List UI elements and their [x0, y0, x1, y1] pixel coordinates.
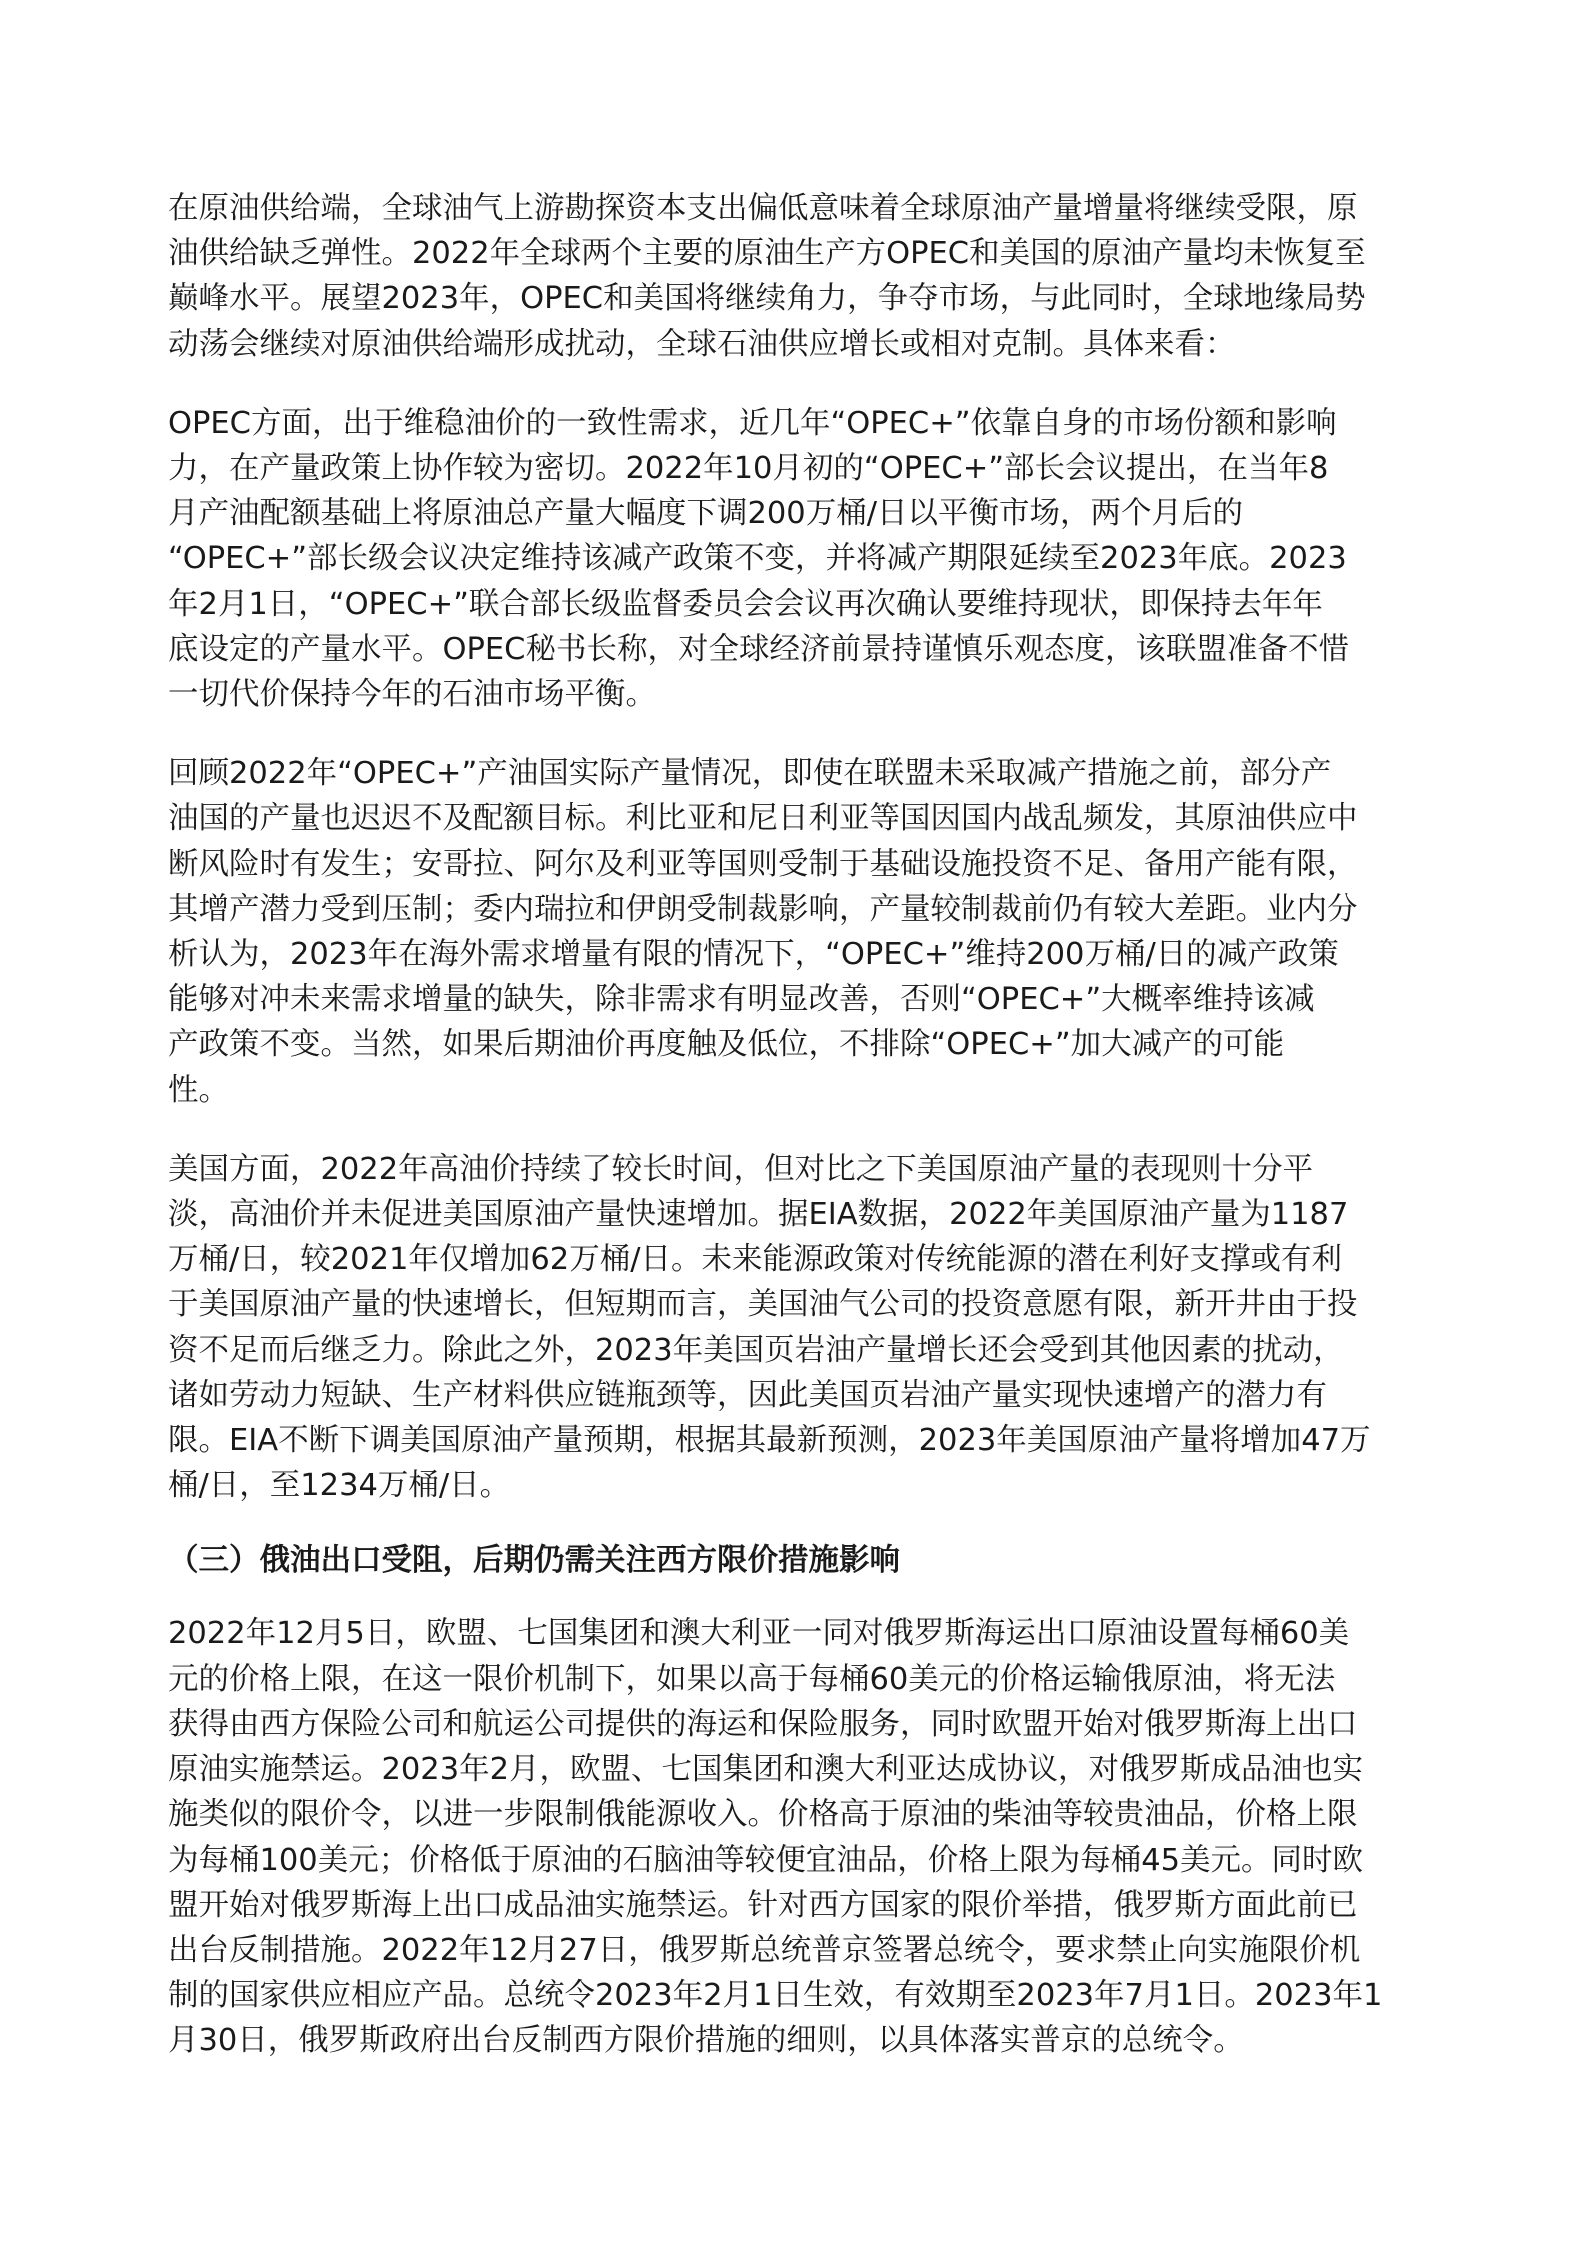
text-line: 月30日，俄罗斯政府出台反制西方限价措施的细则，以具体落实普京的总统令。	[168, 2023, 1244, 2059]
text-line: 巅峰水平。展望2023年，OPEC和美国将继续角力，争夺市场，与此同时，全球地缘局势	[168, 281, 1366, 317]
text-line: 性。	[168, 1072, 229, 1108]
text-line: 原油实施禁运。2023年2月，欧盟、七国集团和澳大利亚达成协议，对俄罗斯成品油也实	[168, 1752, 1364, 1788]
text-line: 施类似的限价令，以进一步限制俄能源收入。价格高于原油的柴油等较贵油品，价格上限	[168, 1797, 1358, 1833]
text-line: 获得由西方保险公司和航运公司提供的海运和保险服务，同时欧盟开始对俄罗斯海上出口	[168, 1706, 1358, 1742]
text-line: “OPEC+”部长级会议决定维持该减产政策不变，并将减产期限延续至2023年底。2023	[168, 541, 1347, 577]
text-line: 诸如劳动力短缺、生产材料供应链瓶颈等，因此美国页岩油产量实现快速增产的潜力有	[168, 1377, 1327, 1413]
text-line: 淡，高油价并未促进美国原油产量快速增加。据EIA数据，2022年美国原油产量为1187	[168, 1197, 1349, 1233]
paragraph-supply-side	[168, 186, 1428, 367]
text-line: 产政策不变。当然，如果后期油价再度触及低位，不排除“OPEC+”加大减产的可能	[168, 1027, 1285, 1063]
document-page	[168, 186, 1428, 2098]
text-line: 在原油供给端，全球油气上游勘探资本支出偏低意味着全球原油产量增量将继续受限，原	[168, 191, 1358, 226]
text-line: 为每桶100美元；价格低于原油的石脑油等较便宜油品，价格上限为每桶45美元。同时欧	[168, 1842, 1364, 1878]
text-line: 资不足而后继乏力。除此之外，2023年美国页岩油产量增长还会受到其他因素的扰动，	[168, 1332, 1344, 1368]
text-line: 能够对冲未来需求增量的缺失，除非需求有明显改善，否则“OPEC+”大概率维持该减	[168, 982, 1315, 1018]
text-line: 限。EIA不断下调美国原油产量预期，根据其最新预测，2023年美国原油产量将增加47万	[168, 1423, 1371, 1459]
text-line: 制的国家供应相应产品。总统令2023年2月1日生效，有效期至2023年7月1日。2023年1	[168, 1978, 1383, 2014]
text-line: 其增产潜力受到压制；委内瑞拉和伊朗受制裁影响，产量较制裁前仍有较大差距。业内分	[168, 891, 1358, 927]
text-line: 出台反制措施。2022年12月27日，俄罗斯总统普京签署总统令，要求禁止向实施限价机	[168, 1932, 1361, 1968]
text-line: 于美国原油产量的快速增长，但短期而言，美国油气公司的投资意愿有限，新开井由于投	[168, 1287, 1358, 1323]
text-line: 底设定的产量水平。OPEC秘书长称，对全球经济前景持谨慎乐观态度，该联盟准备不惜	[168, 631, 1349, 667]
text-line: 回顾2022年“OPEC+”产油国实际产量情况，即使在联盟未采取减产措施之前，部分产	[168, 756, 1332, 792]
text-line: 析认为，2023年在海外需求增量有限的情况下，“OPEC+”维持200万桶/日的减产政策	[168, 937, 1339, 973]
text-line: 一切代价保持今年的石油市场平衡。	[168, 677, 656, 713]
paragraph-russia	[168, 1611, 1428, 2063]
text-line: 元的价格上限，在这一限价机制下，如果以高于每桶60美元的价格运输俄原油，将无法	[168, 1661, 1336, 1697]
text-line: 盟开始对俄罗斯海上出口成品油实施禁运。针对西方国家的限价举措，俄罗斯方面此前已	[168, 1887, 1358, 1923]
paragraph-opec	[168, 401, 1428, 717]
text-line: 断风险时有发生；安哥拉、阿尔及利亚等国则受制于基础设施投资不足、备用产能有限，	[168, 846, 1358, 882]
paragraph-opec-review	[168, 751, 1428, 1113]
text-line: 油国的产量也迟迟不及配额目标。利比亚和尼日利亚等国因国内战乱频发，其原油供应中	[168, 801, 1358, 837]
text-line: 桶/日，至1234万桶/日。	[168, 1468, 511, 1504]
section-heading: （三）俄油出口受阻，后期仍需关注西方限价措施影响	[168, 1543, 900, 1579]
text-line: 力，在产量政策上协作较为密切。2022年10月初的“OPEC+”部长会议提出，在当年8	[168, 451, 1329, 487]
text-line: 动荡会继续对原油供给端形成扰动，全球石油供应增长或相对克制。具体来看：	[168, 326, 1236, 362]
text-line: OPEC方面，出于维稳油价的一致性需求，近几年“OPEC+”依靠自身的市场份额和影响	[168, 405, 1337, 441]
text-line: 月产油配额基础上将原油总产量大幅度下调200万桶/日以平衡市场，两个月后的	[168, 496, 1243, 532]
text-line: 年2月1日，“OPEC+”联合部长级监督委员会会议再次确认要维持现状，即保持去年年	[168, 586, 1323, 622]
text-line: 美国方面，2022年高油价持续了较长时间，但对比之下美国原油产量的表现则十分平	[168, 1151, 1314, 1187]
text-line: 2022年12月5日，欧盟、七国集团和澳大利亚一同对俄罗斯海运出口原油设置每桶60美	[168, 1616, 1350, 1652]
text-line: 油供给缺乏弹性。2022年全球两个主要的原油生产方OPEC和美国的原油产量均未恢复至	[168, 236, 1366, 272]
paragraph-us	[168, 1147, 1428, 1509]
text-line: 万桶/日，较2021年仅增加62万桶/日。未来能源政策对传统能源的潜在利好支撑或有利	[168, 1242, 1342, 1278]
